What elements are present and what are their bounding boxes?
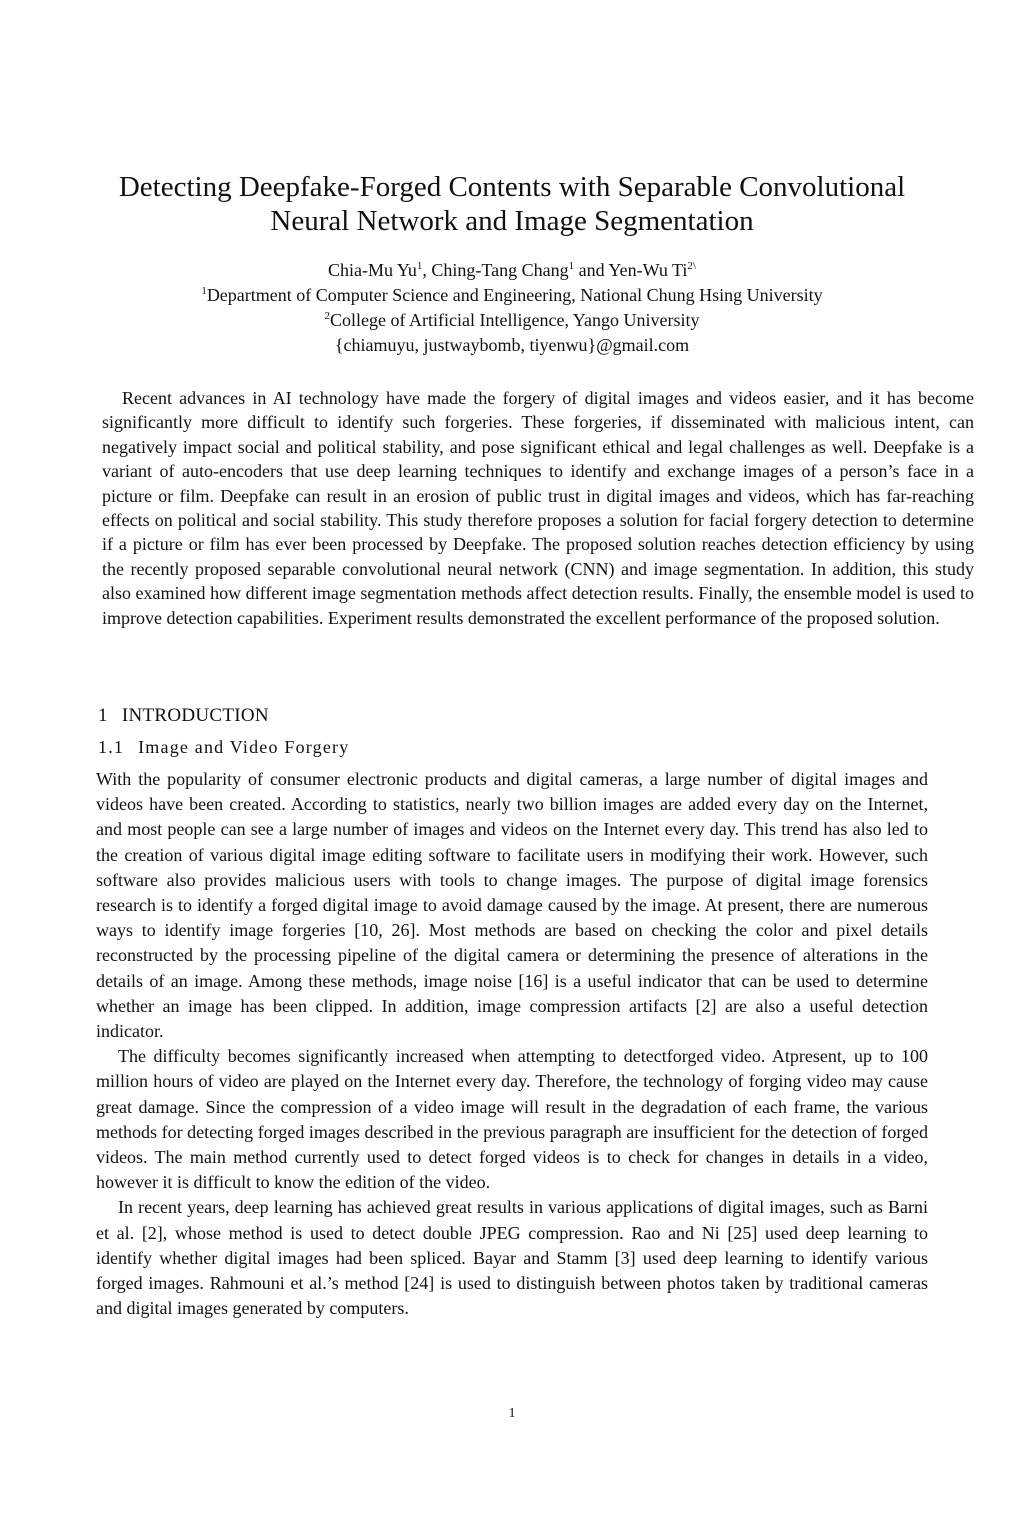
author-1-affiliation-mark: 1 [416, 260, 423, 272]
section-title: INTRODUCTION [121, 705, 269, 726]
paragraph-1: With the popularity of consumer electronic products and digital cameras, a large number of digital images and videos have been created. According to statistics, nearly two billion images are added every day on the Internet, and most people can see a large number of images and videos on the Internet every day. This trend has also led to the creation of various digital image editing software to facilitate users in modifying their work. However, such software also provides malicious users with tools to change images. The purpose of digital image forensics research is to identify a forged digital image to avoid damage caused by the image. At present, there are numerous ways to identify image forgeries [10, 26]. Most methods are based on checking the color and pixel details reconstructed by the processing pipeline of the digital camera or determining the presence of alterations in the details of an image. Among these methods, image noise [16] is a useful indicator that can be used to determine whether an image has been clipped. In addition, image compression artifacts [2] are also a useful detection indicator. [96, 769, 928, 1042]
author-names [60, 258, 964, 283]
affiliation-2-text: College of Artificial Intelligence, Yango University [330, 310, 700, 330]
author-2-affiliation-mark: 1 [568, 260, 575, 272]
affiliation-2-mark: 2 [324, 310, 331, 322]
section-heading-introduction [98, 704, 269, 728]
author-separator-2: and [574, 260, 609, 280]
paper-title-line-2: Neural Network and Image Segmentation [270, 205, 754, 237]
affiliation-1-text: Department of Computer Science and Engineering, National Chung Hsing University [206, 285, 823, 305]
paper-title-line-1: Detecting Deepfake-Forged Contents with Separable Convolutional [118, 171, 906, 203]
author-name-3: Yen-Wu Ti [608, 260, 688, 280]
paragraph-3: In recent years, deep learning has achieved great results in various applications of digital images, such as Barni et al. [2], whose method is used to detect double JPEG compression. Rao and Ni [25] used deep learning to identify whether digital images had been spliced. Bayar and Stamm [3] used deep learning to identify various forged images. Rahmouni et al.’s method [24] is used to distinguish between photos taken by traditional cameras and digital images generated by computers. [96, 1197, 928, 1319]
author-3-affiliation-mark: 2\ [687, 260, 696, 272]
page-number: 1 [508, 1406, 516, 1421]
paragraph-2: The difficulty becomes significantly increased when attempting to detectforged video. Atpresent, up to 100 million hours of video are played on the Internet every day. Therefore, the technology of forging video may cause great damage. Since the compression of a video image will result in the degradation of each frame, the various methods for detecting forged images described in the previous paragraph are insufficient for the detection of forged videos. The main method currently used to detect forged videos is to check for changes in details in a video, however it is difficult to know the edition of the video. [96, 1046, 928, 1193]
author-name-1: Chia-Mu Yu [328, 260, 417, 280]
subsection-number: 1.1 [98, 737, 125, 757]
subsection-heading-image-video-forgery [98, 735, 349, 759]
body-text [96, 767, 928, 1321]
abstract: Recent advances in AI technology have made the forgery of digital images and videos easier, and it has become significantly more difficult to identify such forgeries. These forgeries, if disseminated with malicious intent, can negatively impact social and political stability, and pose significant ethical and legal challenges as well. Deepfake is a variant of auto-encoders that use deep learning techniques to identify and exchange images of a person’s face in a picture or film. Deepfake can result in an erosion of public trust in digital images and videos, which has far-reaching effects on political and social stability. This study therefore proposes a solution for facial forgery detection to determine if a picture or film has ever been processed by Deepfake. The proposed solution reaches detection efficiency by using the recently proposed separable convolutional neural network (CNN) and image segmentation. In addition, this study also examined how different image segmentation methods affect detection results. Finally, the ensemble model is used to improve detection capabilities. Experiment results demonstrated the excellent performance of the proposed solution. [102, 388, 974, 628]
author-emails: {chiamuyu, justwaybomb, tiyenwu}@gmail.com [334, 335, 690, 355]
affiliation-2 [60, 308, 964, 333]
affiliation-1-mark: 1 [201, 285, 207, 297]
affiliation-1 [60, 283, 964, 308]
author-name-2: Ching-Tang Chang [431, 260, 569, 280]
paper-title [60, 170, 964, 238]
section-number: 1 [98, 705, 108, 726]
subsection-title: Image and Video Forgery [138, 737, 350, 757]
author-separator-1: , [422, 260, 432, 280]
author-block [60, 258, 964, 358]
